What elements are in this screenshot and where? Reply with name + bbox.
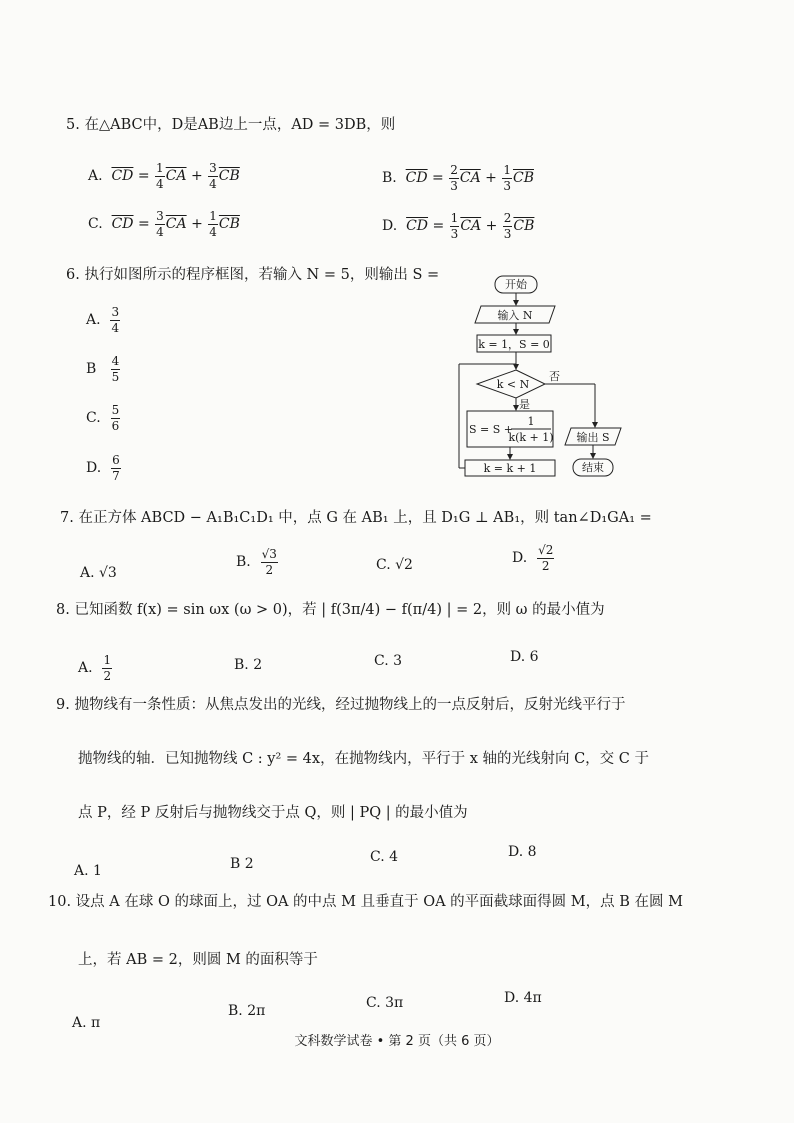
flow-condition-text: k < N: [496, 378, 530, 391]
q6-option-c: [86, 404, 121, 432]
q7-option-b-label: B.: [236, 554, 251, 571]
q6-option-d-label: D.: [86, 460, 102, 477]
vec-ca: $\overline{CA}$: [165, 216, 187, 233]
q5-option-a: A. $\overline{CD}$ = $\frac{1}{4}$ $\overline{CA}$ + $\frac{3}{4}$ $\overline{CB}$: [88, 161, 240, 191]
flow-increment-text: k = k + 1: [483, 462, 537, 475]
q10-line1: 10. 设点 A 在球 O 的球面上，过 OA 的中点 M 且垂直于 OA 的平面截球面得圆 M，点 B 在圆 M: [48, 894, 683, 910]
q7-option-a: A. √3: [80, 565, 117, 581]
flow-output-text: 输出 S: [576, 431, 610, 444]
frac: $\frac{3}{4}$: [111, 305, 120, 335]
vec-cb: $\overline{CB}$: [512, 170, 534, 187]
frac: $\frac{1}{3}$: [450, 211, 459, 241]
q8-option-b: B. 2: [234, 657, 263, 673]
q5-option-b: B. $\overline{CD}$ = $\frac{2}{3}$ $\overline{CA}$ + $\frac{1}{3}$ $\overline{CB}$: [382, 163, 534, 193]
page-footer: 文科数学试卷 • 第 2 页（共 6 页）: [294, 1034, 500, 1049]
frac: $\frac{3}{4}$: [209, 161, 217, 191]
q9-line1: 9. 抛物线有一条性质：从焦点发出的光线，经过抛物线上的一点反射后，反射光线平行于: [56, 697, 626, 713]
vec-cb: $\overline{CB}$: [218, 168, 240, 185]
flow-update-left: S = S +: [469, 423, 513, 436]
q10-option-a: A. π: [72, 1015, 101, 1031]
q5-option-b-label: B.: [382, 170, 397, 187]
q5-option-c-label: C.: [88, 216, 103, 233]
flow-no-label: 否: [549, 370, 560, 383]
vec-cd: $\overline{CD}$: [111, 168, 134, 185]
q8-option-d: D. 6: [510, 649, 539, 665]
frac: $\frac{4}{5}$: [111, 354, 120, 384]
frac: $\frac{2}{3}$: [503, 211, 512, 241]
q9-option-a: A. 1: [74, 863, 102, 879]
vec-cb: $\overline{CB}$: [513, 218, 535, 235]
frac: $\frac{3}{4}$: [156, 209, 164, 239]
q8-stem: 8. 已知函数 f(x) = sin ωx (ω > 0)，若 | f(3π/4) − f(π/4) | = 2，则 ω 的最小值为: [56, 602, 605, 618]
q6-option-a: [86, 306, 121, 334]
q9-option-c: C. 4: [370, 849, 399, 865]
frac: $\frac{1}{4}$: [209, 209, 217, 239]
frac: $\frac{√3}{2}$: [261, 547, 277, 577]
q7-option-c: C. √2: [376, 557, 413, 573]
q9-line2: 抛物线的轴．已知抛物线 C : y² = 4x，在抛物线内，平行于 x 轴的光线射向 C，交 C 于: [78, 751, 649, 767]
q6-option-b: [86, 355, 121, 383]
q7-stem: 7. 在正方体 ABCD − A₁B₁C₁D₁ 中，点 G 在 AB₁ 上，且 D₁G ⊥ AB₁，则 tan∠D₁GA₁ =: [60, 510, 652, 526]
q6-option-d: [86, 454, 122, 482]
flow-yes-label: 是: [519, 398, 530, 411]
q10-line2: 上，若 AB = 2，则圆 M 的面积等于: [78, 952, 318, 968]
q8-option-c: C. 3: [374, 653, 403, 669]
q6-stem: 6. 执行如图所示的程序框图，若输入 N = 5，则输出 S =: [66, 267, 440, 283]
frac: $\frac{2}{3}$: [450, 163, 458, 193]
vec-ca: $\overline{CA}$: [460, 218, 482, 235]
vec-cd: $\overline{CD}$: [406, 218, 429, 235]
vec-ca: $\overline{CA}$: [459, 170, 481, 187]
q10-option-c: C. 3π: [366, 995, 404, 1011]
frac: $\frac{1}{3}$: [503, 163, 511, 193]
q10-option-d: D. 4π: [504, 990, 542, 1006]
flow-input-text: 输入 N: [497, 309, 533, 322]
q9-option-d: D. 8: [508, 844, 537, 860]
q6-option-c-label: C.: [86, 410, 101, 427]
frac: $\frac{1}{2}$: [103, 653, 112, 683]
vec-ca: $\overline{CA}$: [165, 168, 187, 185]
q5-option-a-label: A.: [88, 168, 103, 185]
flow-update-den: k(k + 1): [508, 431, 554, 444]
q8-option-a: [78, 654, 113, 682]
q7-option-d: [512, 544, 555, 572]
q7-option-b: [236, 548, 279, 576]
q5-option-d: D. $\overline{CD}$ = $\frac{1}{3}$ $\overline{CA}$ + $\frac{2}{3}$ $\overline{CB}$: [382, 211, 535, 241]
flow-init-text: k = 1，S = 0: [478, 338, 550, 351]
vec-cb: $\overline{CB}$: [218, 216, 240, 233]
program-flowchart: [455, 272, 635, 482]
q7-option-d-label: D.: [512, 550, 528, 567]
vec-cd: $\overline{CD}$: [405, 170, 428, 187]
frac: $\frac{6}{7}$: [112, 453, 120, 483]
frac: $\frac{5}{6}$: [111, 403, 120, 433]
q5-option-c: C. $\overline{CD}$ = $\frac{3}{4}$ $\overline{CA}$ + $\frac{1}{4}$ $\overline{CB}$: [88, 209, 240, 239]
frac: $\frac{1}{4}$: [156, 161, 164, 191]
q9-line3: 点 P，经 P 反射后与抛物线交于点 Q，则 | PQ | 的最小值为: [78, 805, 468, 821]
q5-option-d-label: D.: [382, 218, 398, 235]
q10-option-b: B. 2π: [228, 1003, 266, 1019]
q6-option-b-label: B: [86, 361, 97, 378]
flow-start-text: 开始: [505, 278, 527, 291]
flow-end-text: 结束: [582, 461, 604, 474]
vec-cd: $\overline{CD}$: [111, 216, 134, 233]
q6-option-a-label: A.: [86, 312, 101, 329]
q5-stem: 5. 在△ABC中，D是AB边上一点，AD = 3DB，则: [66, 117, 396, 133]
frac: $\frac{√2}{2}$: [538, 543, 554, 573]
q8-option-a-label: A.: [78, 660, 93, 677]
flow-update-num: 1: [527, 415, 535, 428]
q9-option-b: B 2: [230, 856, 254, 872]
